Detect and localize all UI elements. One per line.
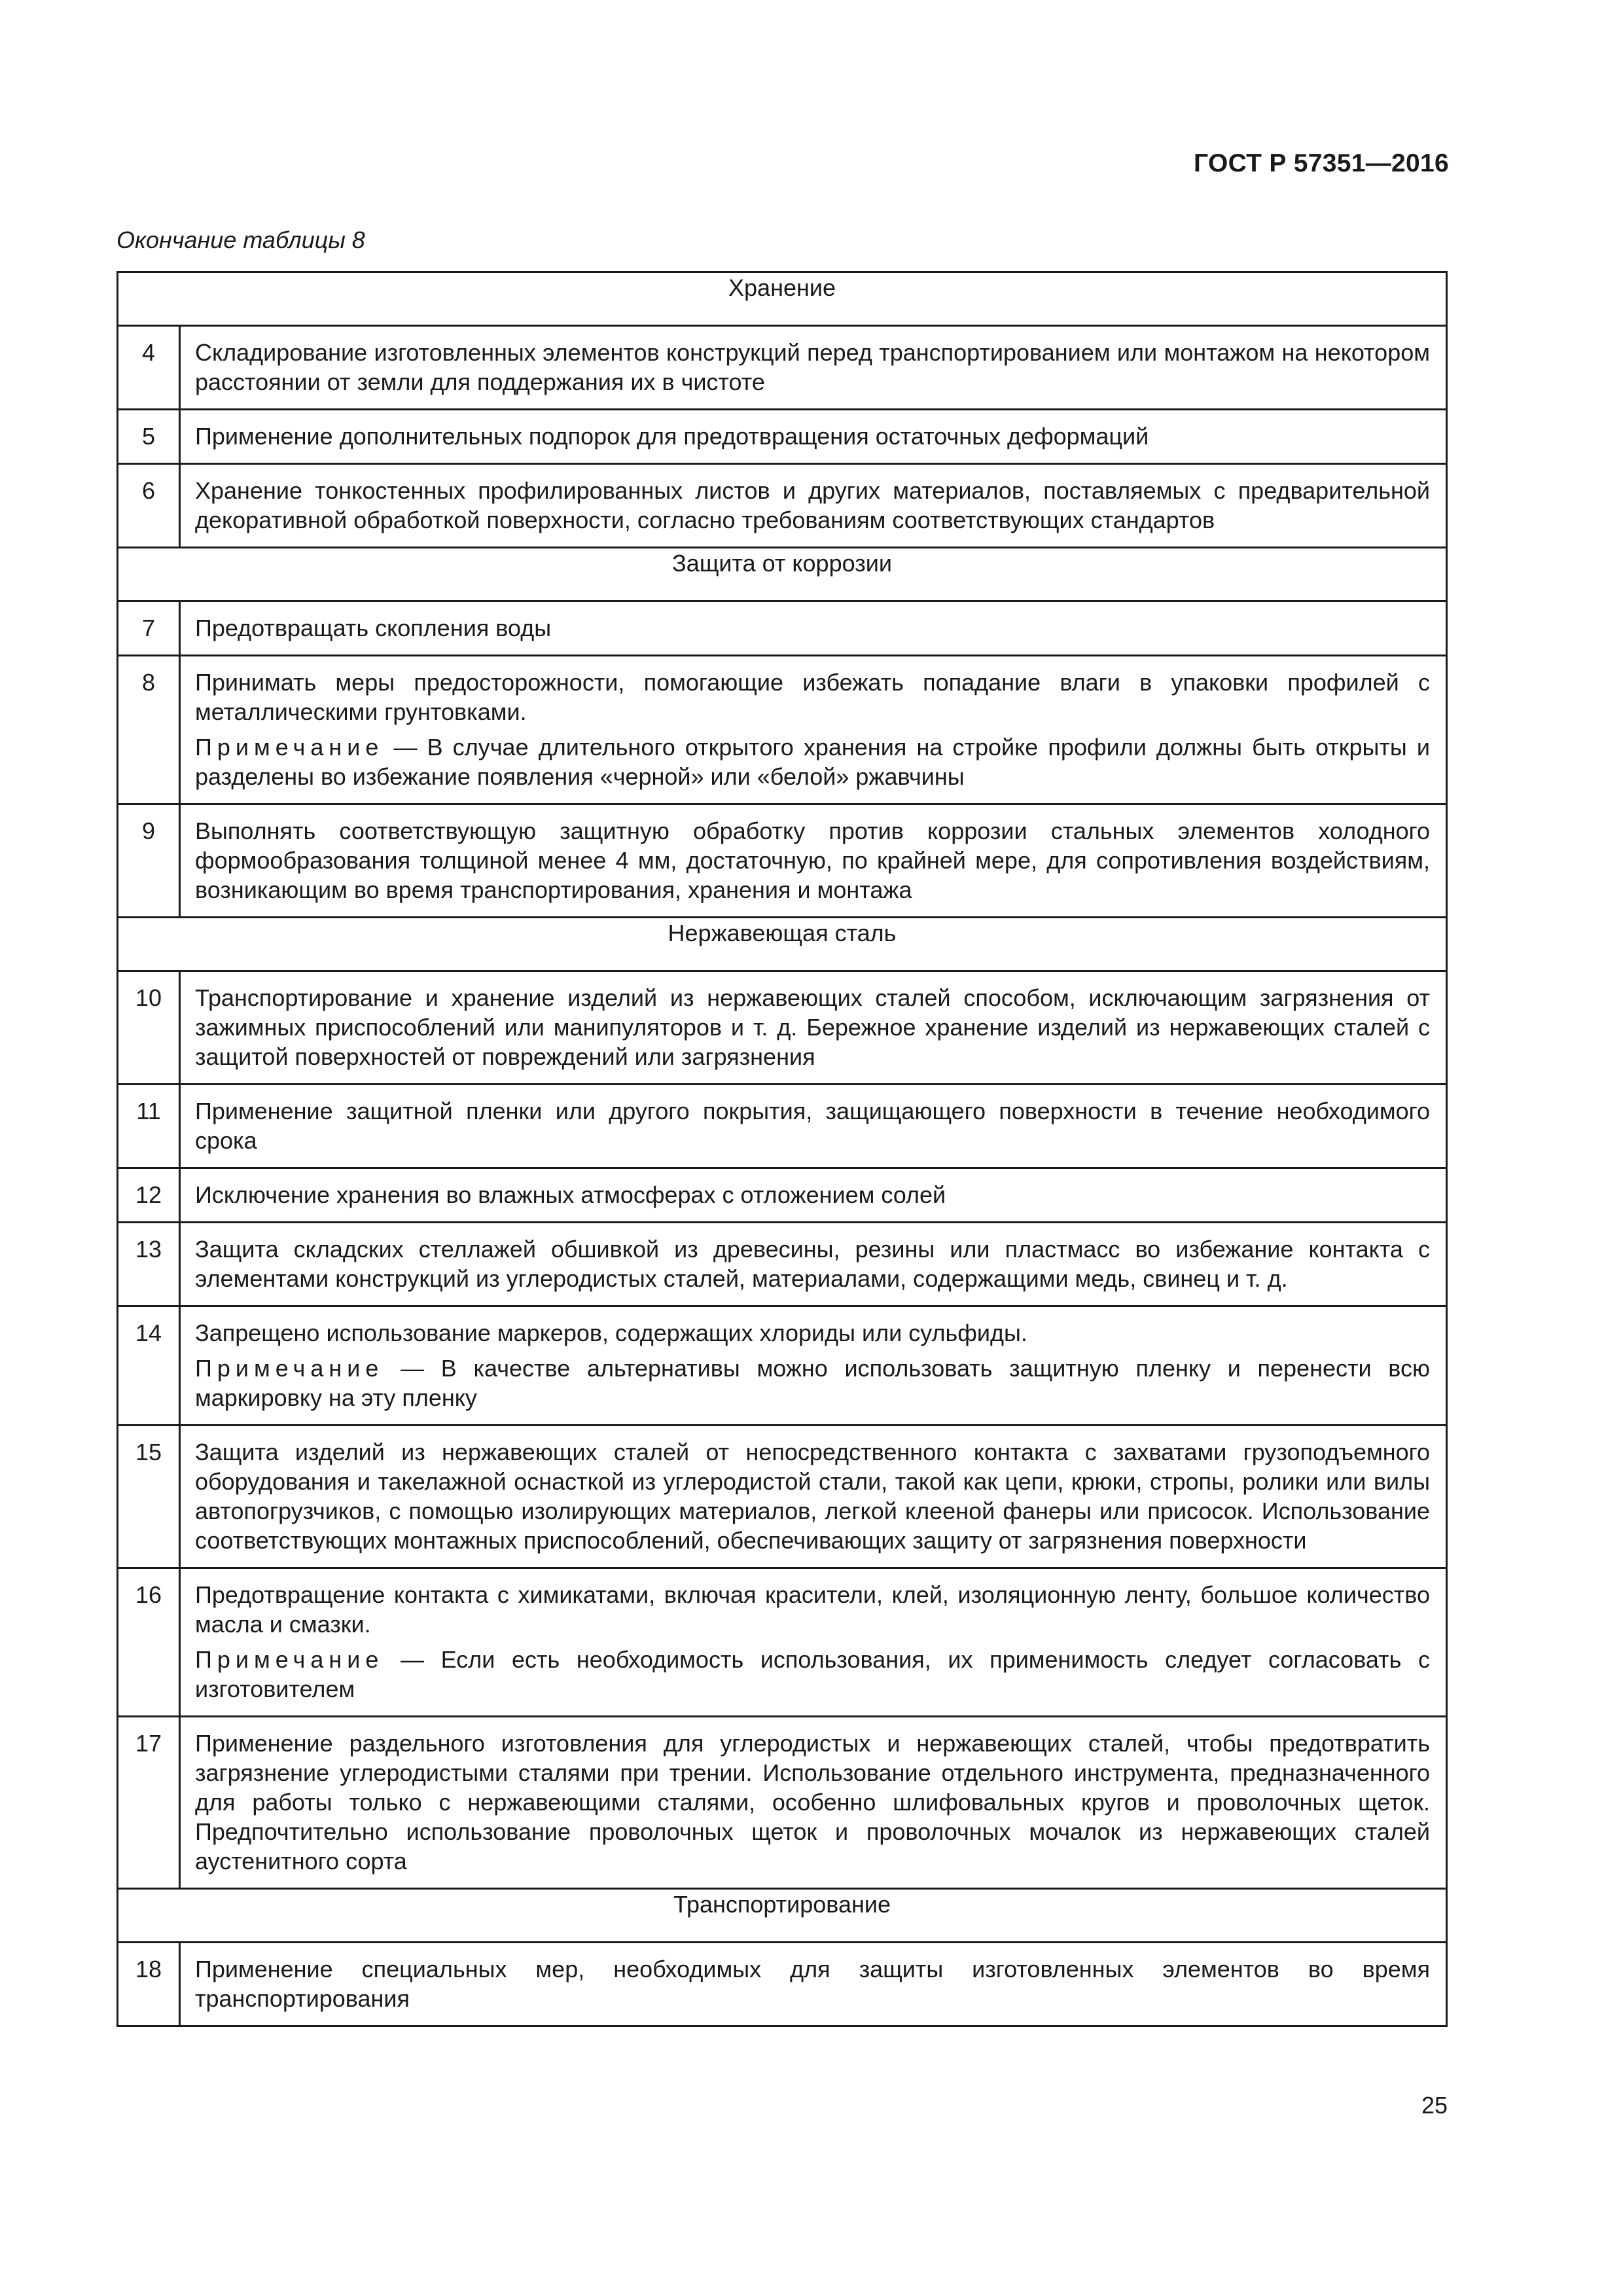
document-code: ГОСТ Р 57351—2016	[1194, 149, 1449, 177]
row-text: Предотвращение контакта с химикатами, включая красители, клей, изоляционную ленту, большое количество масла и смазки.	[195, 1581, 1430, 1638]
row-number: 17	[118, 1717, 180, 1889]
row-text: Защита складских стеллажей обшивкой из древесины, резины или пластмасс во избежание контакта с элементами конструкций из углеродистых сталей, материалами, содержащими медь, свинец и т. д.	[180, 1223, 1447, 1306]
row-cell	[180, 1568, 1447, 1717]
table-row	[118, 1168, 1447, 1223]
row-number: 14	[118, 1306, 180, 1426]
table-row	[118, 1426, 1447, 1568]
table-row	[118, 326, 1447, 410]
row-cell	[180, 656, 1447, 804]
row-number: 5	[118, 410, 180, 464]
table-row	[118, 656, 1447, 804]
row-number: 18	[118, 1943, 180, 2026]
row-number: 4	[118, 326, 180, 410]
table-row	[118, 464, 1447, 548]
row-text: Применение раздельного изготовления для углеродистых и нержавеющих сталей, чтобы предотвратить загрязнение углеродистыми сталями при трении. Использование отдельного инструмента, предназначенного для работы только с нержавеющими сталями, особенно шлифовальных кругов и проволочных щеток. Предпочтительно использование проволочных щеток и проволочных мочалок из нержавеющих сталей аустенитного сорта	[180, 1717, 1447, 1889]
row-text: Транспортирование и хранение изделий из нержавеющих сталей способом, исключающим загрязнения от зажимных приспособлений или манипуляторов и т. д. Бережное хранение изделий из нержавеющих сталей с защитой поверхностей от повреждений или загрязнения	[180, 971, 1447, 1085]
note-text: — Если есть необходимость использования, их применимость следует согласовать с изготовителем	[195, 1646, 1430, 1702]
row-cell	[180, 1306, 1447, 1426]
row-text: Защита изделий из нержавеющих сталей от непосредственного контакта с захватами грузоподъемного оборудования и такелажной оснасткой из углеродистой стали, такой как цепи, крюки, стропы, ролики или вилы автопогрузчиков, с помощью изолирующих материалов, легкой клееной фанеры или присосок. Использование соответствующих монтажных приспособлений, обеспечивающих защиту от загрязнения поверхности	[180, 1426, 1447, 1568]
table-row	[118, 1306, 1447, 1426]
row-number: 10	[118, 971, 180, 1085]
row-number: 9	[118, 804, 180, 918]
note-text: — В случае длительного открытого хранения на стройке профили должны быть открыты и разделены во избежание появления «черной» или «белой» ржавчины	[195, 734, 1430, 790]
requirements-table	[116, 271, 1448, 2027]
row-text: Применение дополнительных подпорок для предотвращения остаточных деформаций	[180, 410, 1447, 464]
note-label: Примечание	[195, 1646, 384, 1673]
row-number: 7	[118, 601, 180, 656]
section-header-row	[118, 918, 1447, 971]
row-number: 16	[118, 1568, 180, 1717]
table-row	[118, 1223, 1447, 1306]
table-continuation-caption: Окончание таблицы 8	[116, 226, 365, 253]
row-text: Запрещено использование маркеров, содержащих хлориды или сульфиды.	[195, 1319, 1027, 1346]
row-text: Предотвращать скопления воды	[180, 601, 1447, 656]
note-label: Примечание	[195, 1355, 384, 1382]
row-number: 15	[118, 1426, 180, 1568]
note-text: — В качестве альтернативы можно использовать защитную пленку и перенести всю маркировку на эту пленку	[195, 1355, 1430, 1411]
table-row	[118, 804, 1447, 918]
section-header-row	[118, 272, 1447, 326]
table-row	[118, 1085, 1447, 1168]
table-row	[118, 971, 1447, 1085]
row-note	[195, 732, 1430, 791]
row-text: Применение защитной пленки или другого покрытия, защищающего поверхности в течение необходимого срока	[180, 1085, 1447, 1168]
row-text: Принимать меры предосторожности, помогающие избежать попадание влаги в упаковки профилей с металлическими грунтовками.	[195, 669, 1430, 725]
section-title: Защита от коррозии	[118, 548, 1447, 601]
note-label: Примечание	[195, 734, 384, 761]
table-row	[118, 410, 1447, 464]
table-row	[118, 1943, 1447, 2026]
section-title: Транспортирование	[118, 1889, 1447, 1943]
table-row	[118, 1717, 1447, 1889]
table-row	[118, 601, 1447, 656]
row-number: 13	[118, 1223, 180, 1306]
row-number: 12	[118, 1168, 180, 1223]
row-text: Складирование изготовленных элементов конструкций перед транспортированием или монтажом на некотором расстоянии от земли для поддержания их в чистоте	[180, 326, 1447, 410]
row-text: Применение специальных мер, необходимых для защиты изготовленных элементов во время транспортирования	[180, 1943, 1447, 2026]
page-number: 25	[1421, 2092, 1448, 2119]
row-text: Исключение хранения во влажных атмосферах с отложением солей	[180, 1168, 1447, 1223]
section-title: Хранение	[118, 272, 1447, 326]
row-number: 8	[118, 656, 180, 804]
section-header-row	[118, 1889, 1447, 1943]
section-title: Нержавеющая сталь	[118, 918, 1447, 971]
table-row	[118, 1568, 1447, 1717]
row-number: 11	[118, 1085, 180, 1168]
row-note	[195, 1645, 1430, 1704]
section-header-row	[118, 548, 1447, 601]
row-note	[195, 1354, 1430, 1412]
row-text: Хранение тонкостенных профилированных листов и других материалов, поставляемых с предварительной декоративной обработкой поверхности, согласно требованиям соответствующих стандартов	[180, 464, 1447, 548]
row-number: 6	[118, 464, 180, 548]
row-text: Выполнять соответствующую защитную обработку против коррозии стальных элементов холодного формообразования толщиной менее 4 мм, достаточную, по крайней мере, для сопротивления воздействиям, возникающим во время транспортирования, хранения и монтажа	[180, 804, 1447, 918]
